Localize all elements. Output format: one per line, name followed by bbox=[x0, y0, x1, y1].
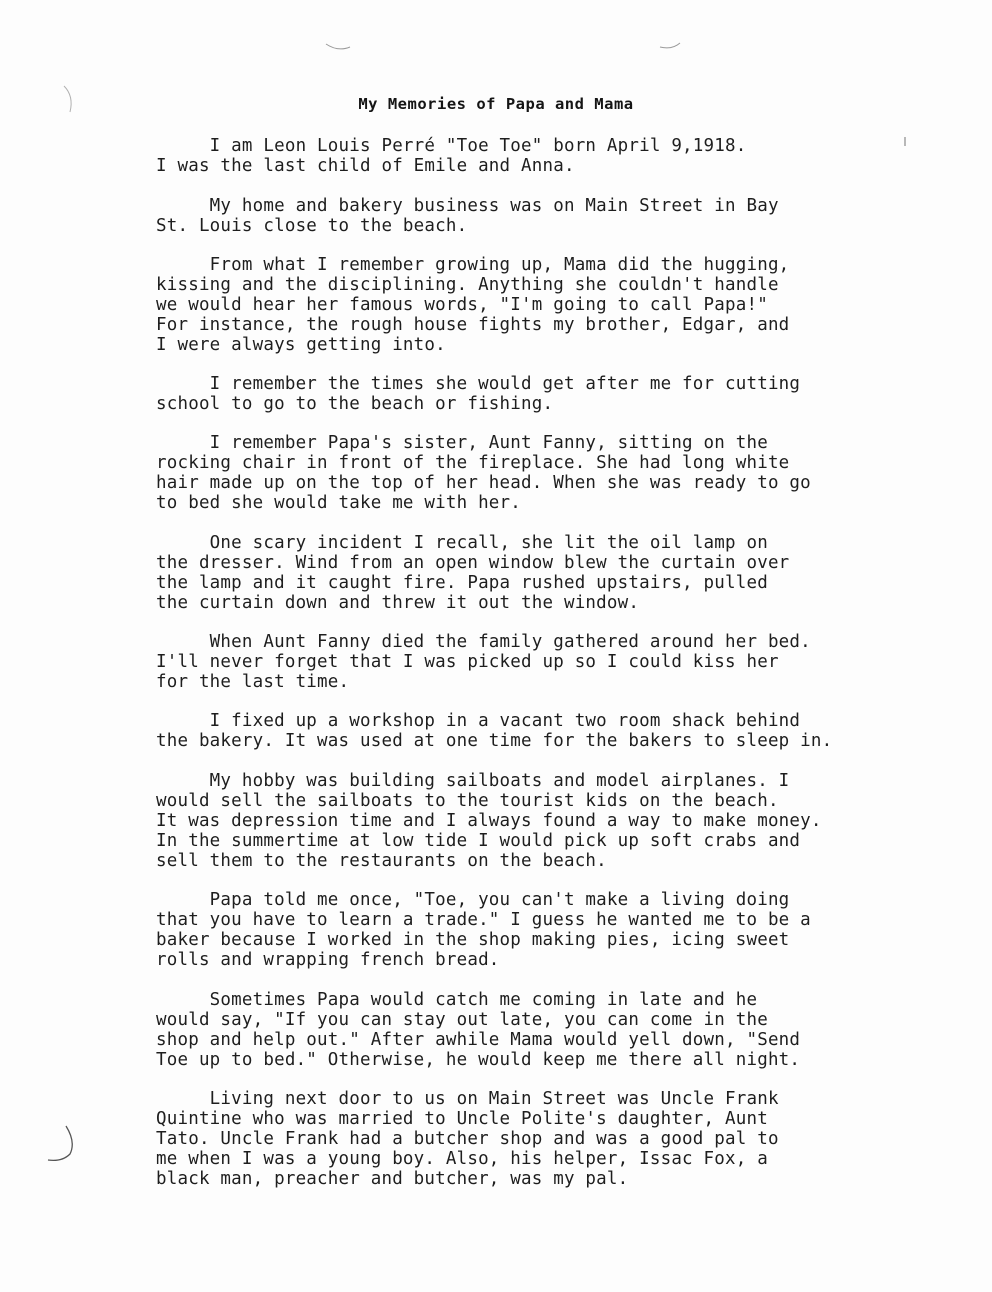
text-line: rocking chair in front of the fireplace. She had long white bbox=[156, 453, 790, 473]
scan-mark-top bbox=[320, 38, 700, 58]
text-line: When Aunt Fanny died the family gathered around her bed. bbox=[156, 632, 811, 652]
text-line: I remember Papa's sister, Aunt Fanny, sitting on the bbox=[156, 433, 768, 453]
text-line: In the summertime at low tide I would pick up soft crabs and bbox=[156, 831, 801, 851]
text-line: I am Leon Louis Perré "Toe Toe" born April 9,1918. bbox=[156, 136, 747, 156]
text-line: I were always getting into. bbox=[156, 335, 446, 355]
text-line: It was depression time and I always found a way to make money. bbox=[156, 811, 822, 831]
text-line: I'll never forget that I was picked up so I could kiss her bbox=[156, 652, 779, 672]
text-line: the bakery. It was used at one time for the bakers to sleep in. bbox=[156, 731, 833, 751]
text-line: would sell the sailboats to the tourist kids on the beach. bbox=[156, 791, 779, 811]
text-line: St. Louis close to the beach. bbox=[156, 216, 468, 236]
text-line: I remember the times she would get after me for cutting bbox=[156, 374, 801, 394]
text-line: Sometimes Papa would catch me coming in late and he bbox=[156, 990, 758, 1010]
text-line: My hobby was building sailboats and model airplanes. I bbox=[156, 771, 790, 791]
text-line: Toe up to bed." Otherwise, he would keep me there all night. bbox=[156, 1050, 801, 1070]
scan-mark-left-bottom bbox=[40, 1122, 80, 1166]
text-line: Tato. Uncle Frank had a butcher shop and was a good pal to bbox=[156, 1129, 779, 1149]
text-line: the lamp and it caught fire. Papa rushed upstairs, pulled bbox=[156, 573, 768, 593]
scan-mark-right-tick bbox=[902, 135, 908, 149]
text-line: the dresser. Wind from an open window blew the curtain over bbox=[156, 553, 790, 573]
text-line: for the last time. bbox=[156, 672, 350, 692]
text-line: black man, preacher and butcher, was my pal. bbox=[156, 1169, 629, 1189]
text-line: baker because I worked in the shop making pies, icing sweet bbox=[156, 930, 790, 950]
text-line: Living next door to us on Main Street was Uncle Frank bbox=[156, 1089, 779, 1109]
text-line: From what I remember growing up, Mama did the hugging, bbox=[156, 255, 790, 275]
text-line: that you have to learn a trade." I guess he wanted me to be a bbox=[156, 910, 811, 930]
text-line: would say, "If you can stay out late, you can come in the bbox=[156, 1010, 768, 1030]
text-line: Papa told me once, "Toe, you can't make a living doing bbox=[156, 890, 790, 910]
text-line: My home and bakery business was on Main Street in Bay bbox=[156, 196, 779, 216]
text-line: For instance, the rough house fights my brother, Edgar, and bbox=[156, 315, 790, 335]
text-line: I was the last child of Emile and Anna. bbox=[156, 156, 575, 176]
document-title: My Memories of Papa and Mama bbox=[358, 95, 634, 113]
text-line: rolls and wrapping french bread. bbox=[156, 950, 500, 970]
text-line: kissing and the disciplining. Anything she couldn't handle bbox=[156, 275, 779, 295]
text-line: I fixed up a workshop in a vacant two room shack behind bbox=[156, 711, 801, 731]
text-line: school to go to the beach or fishing. bbox=[156, 394, 554, 414]
text-line: to bed she would take me with her. bbox=[156, 493, 522, 513]
text-line: One scary incident I recall, she lit the oil lamp on bbox=[156, 533, 768, 553]
text-line: shop and help out." After awhile Mama would yell down, "Send bbox=[156, 1030, 801, 1050]
text-line: Quintine who was married to Uncle Polite's daughter, Aunt bbox=[156, 1109, 768, 1129]
text-line: the curtain down and threw it out the window. bbox=[156, 593, 640, 613]
text-line: sell them to the restaurants on the beach. bbox=[156, 851, 607, 871]
text-line: we would hear her famous words, "I'm going to call Papa!" bbox=[156, 295, 768, 315]
text-line: hair made up on the top of her head. When she was ready to go bbox=[156, 473, 811, 493]
text-line: me when I was a young boy. Also, his helper, Issac Fox, a bbox=[156, 1149, 768, 1169]
